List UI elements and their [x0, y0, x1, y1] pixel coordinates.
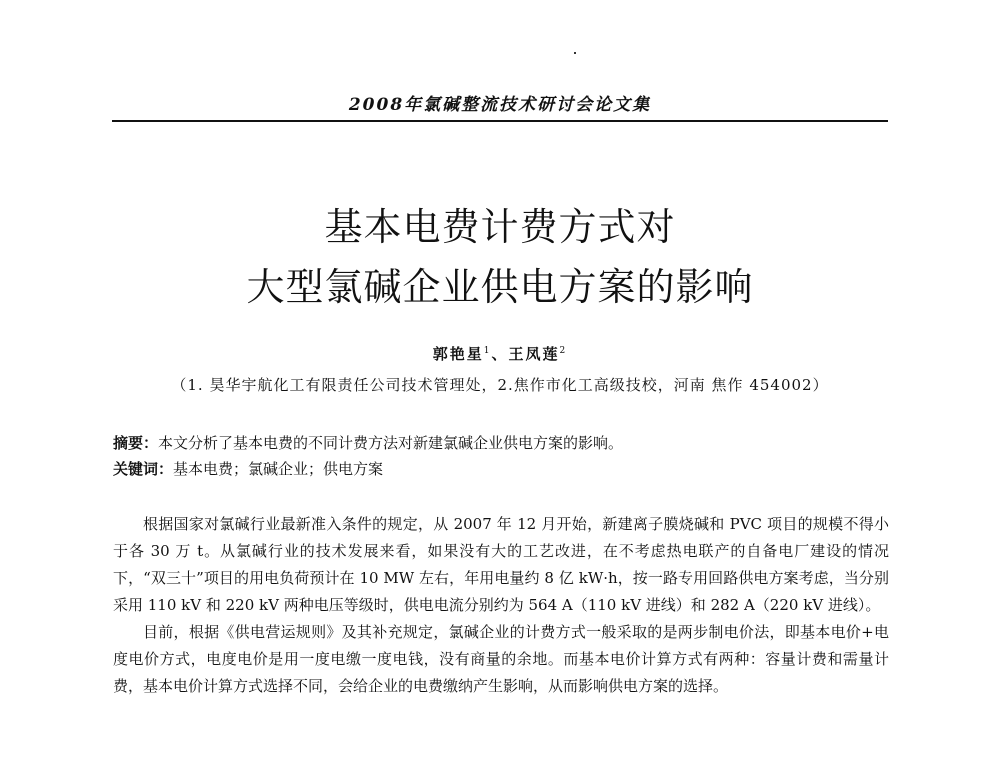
- keywords-label: 关键词：: [113, 460, 174, 478]
- paper-title-line1: 基本电费计费方式对: [324, 205, 676, 249]
- paper-title-line2: 大型氯碱企业供电方案的影响: [246, 265, 754, 309]
- running-head: 2008年氯碱整流技术研讨会论文集: [348, 95, 652, 115]
- author-1-name: 郭艳星: [432, 345, 484, 363]
- keywords-text: 基本电费；氯碱企业；供电方案: [173, 460, 384, 478]
- abstract: [113, 432, 893, 453]
- affiliation: （1. 昊华宇航化工有限责任公司技术管理处，2.焦作市化工高级技校，河南 焦作 454002）: [171, 376, 829, 394]
- body-paragraph-2: 目前，根据《供电营运规则》及其补充规定，氯碱企业的计费方式一般采取的是两步制电价法，即基本电价+电度电价方式，电度电价是用一度电缴一度电钱，没有商量的余地。而基本电价计算方式有两种：容量计费和需量计费，基本电价计算方式选择不同，会给企业的电费缴纳产生影响，从而影响供电方案的选择。: [113, 623, 889, 695]
- body-paragraph-1: 根据国家对氯碱行业最新准入条件的规定，从 2007 年 12 月开始，新建离子膜烧碱和 PVC 项目的规模不得小于各 30 万 t。从氯碱行业的技术发展来看，如果没有大的工艺改进，在不考虑热电联产的自备电厂建设的情况下，“双三十”项目的用电负荷预计在 10 MW 左右，年用电量约 8 亿 kW·h，按一路专用回路供电方案考虑，当分别采用 110 kV 和 220 kV 两种电压等级时，供电电流分别约为 564 A（110 kV 进线）和 282 A（220 kV 进线）。: [113, 515, 889, 614]
- author-1-mark: 1: [483, 346, 492, 356]
- header-rule: [112, 120, 888, 122]
- body-text: [113, 511, 889, 700]
- abstract-label: 摘要：: [113, 434, 159, 452]
- abstract-text: 本文分析了基本电费的不同计费方法对新建氯碱企业供电方案的影响。: [158, 434, 624, 452]
- author-line: [0, 343, 1000, 364]
- keywords: [113, 458, 893, 479]
- scan-speck: [574, 52, 576, 54]
- author-2-name: 王凤莲: [508, 345, 560, 363]
- author-separator: 、: [491, 345, 509, 363]
- author-2-mark: 2: [559, 346, 568, 356]
